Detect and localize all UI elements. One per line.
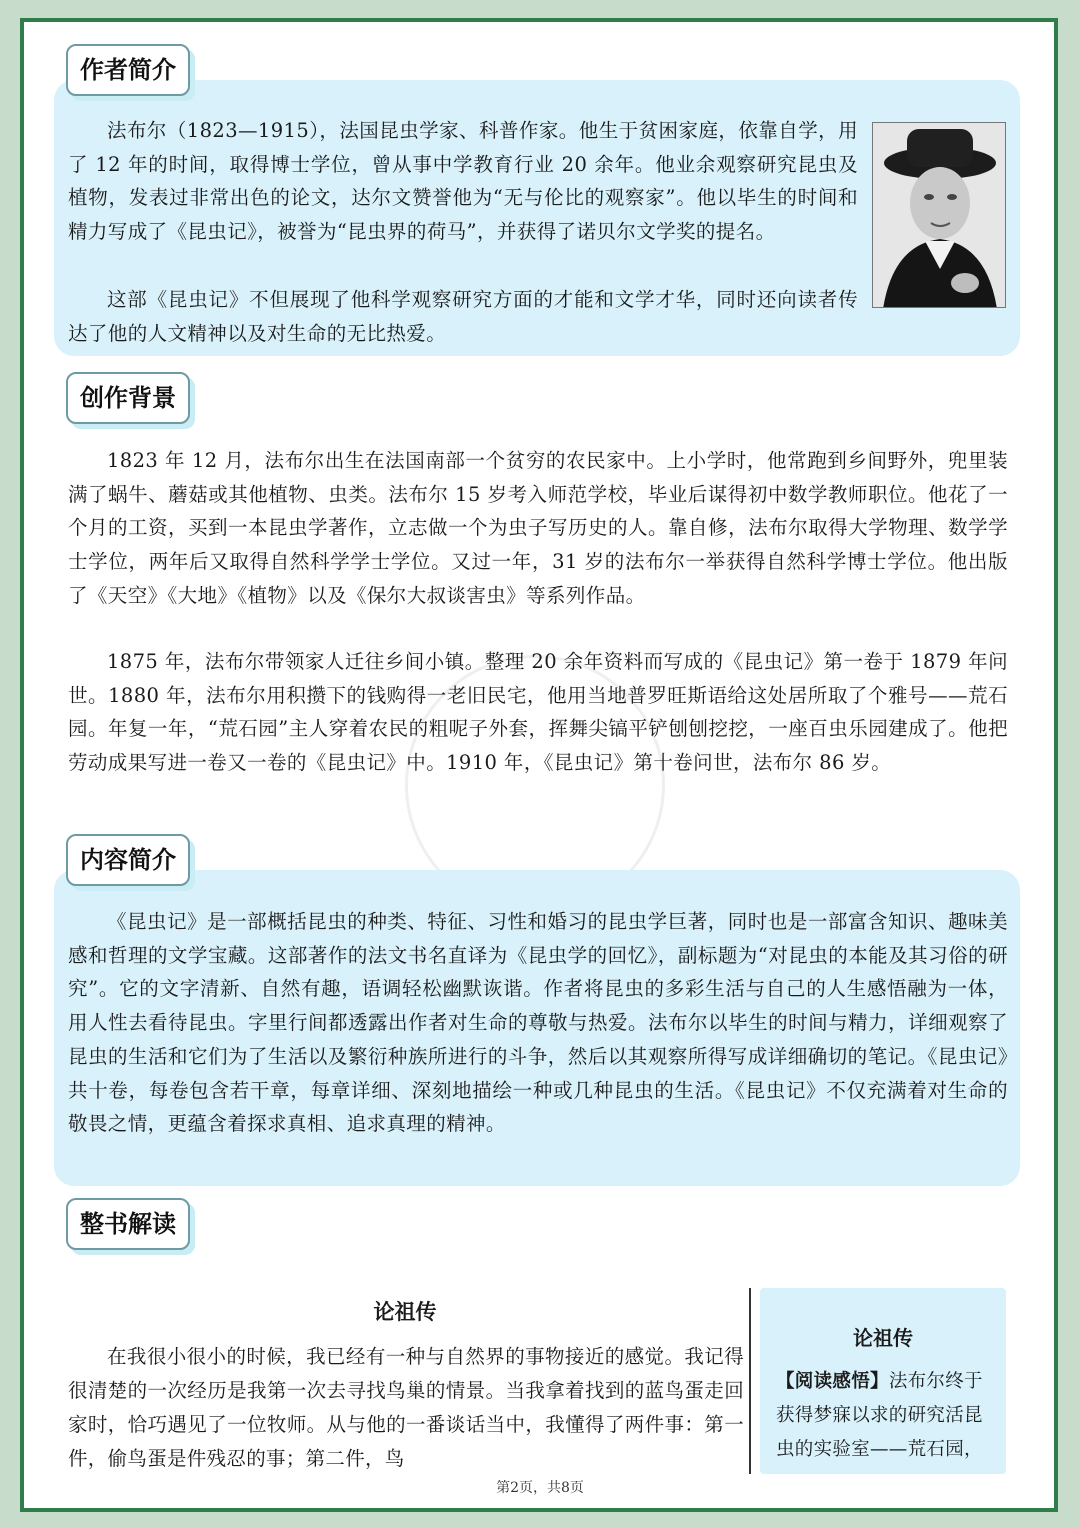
author-portrait (872, 122, 1006, 308)
reading-heading: 整书解读 (66, 1198, 190, 1250)
side-note-text (776, 1365, 998, 1467)
background-paragraph-1: 1823 年 12 月，法布尔出生在法国南部一个贫穷的农民家中。上小学时，他常跑到乡间野外，兜里装满了蜗牛、蘑菇或其他植物、虫类。法布尔 15 岁考入师范学校，毕业后谋得初中数学教师职位。他花了一个月的工资，买到一本昆虫学著作，立志做一个为虫子写历史的人。靠自修，法布尔取得大学物理、数学学士学位，两年后又取得自然科学学士学位。又过一年，31 岁的法布尔一举获得自然科学博士学位。他出版了《天空》《大地》《植物》以及《保尔大叔谈害虫》等系列作品。 (68, 449, 1008, 607)
essay-text: 在我很小很小的时候，我已经有一种与自然界的事物接近的感觉。我记得很清楚的一次经历是我第一次去寻找鸟巢的情景。当我拿着找到的蓝鸟蛋走回家时，恰巧遇见了一位牧师。从与他的一番谈话当中，我懂得了两件事：第一件，偷鸟蛋是件残忍的事；第二件，鸟 (68, 1345, 744, 1470)
column-divider (749, 1288, 751, 1474)
page-footer: 第2页，共8页 (496, 1480, 584, 1496)
essay-title: 论祖传 (373, 1300, 437, 1324)
background-paragraph-2: 1875 年，法布尔带领家人迁往乡间小镇。整理 20 余年资料而写成的《昆虫记》第一卷于 1879 年问世。1880 年，法布尔用积攒下的钱购得一老旧民宅，他用当地普罗旺斯语给这处居所取了个雅号——荒石园。年复一年，“荒石园”主人穿着农民的粗呢子外套，挥舞尖镐平铲刨刨挖挖，一座百虫乐园建成了。他把劳动成果写进一卷又一卷的《昆虫记》中。1910 年，《昆虫记》第十卷问世，法布尔 86 岁。 (68, 650, 1008, 775)
author-heading: 作者简介 (66, 44, 190, 96)
author-paragraph-2: 这部《昆虫记》不但展现了他科学观察研究方面的才能和文学才华，同时还向读者传达了他的人文精神以及对生命的无比热爱。 (68, 288, 858, 345)
summary-paragraph: 《昆虫记》是一部概括昆虫的种类、特征、习性和婚习的昆虫学巨著，同时也是一部富含知识、趣味美感和哲理的文学宝藏。这部著作的法文书名直译为《昆虫学的回忆》，副标题为“对昆虫的本能及其习俗的研究”。它的文字清新、自然有趣，语调轻松幽默诙谐。作者将昆虫的多彩生活与自己的人生感悟融为一体，用人性去看待昆虫。字里行间都透露出作者对生命的尊敬与热爱。法布尔以毕生的时间与精力，详细观察了昆虫的生活和它们为了生活以及繁衍种族所进行的斗争，然后以其观察所得写成详细确切的笔记。《昆虫记》共十卷，每卷包含若干章，每章详细、深刻地描绘一种或几种昆虫的生活。《昆虫记》不仅充满着对生命的敬畏之情，更蕴含着探求真相、追求真理的精神。 (68, 910, 1008, 1136)
side-note-label: 【阅读感悟】 (776, 1371, 889, 1392)
background-heading: 创作背景 (66, 372, 190, 424)
side-note-body: 法布尔终于获得梦寐以求的研究活昆虫的实验室——荒石园， (776, 1371, 983, 1460)
summary-heading: 内容简介 (66, 834, 190, 886)
side-note-title: 论祖传 (853, 1326, 913, 1350)
author-paragraph-1: 法布尔（1823—1915），法国昆虫学家、科普作家。他生于贫困家庭，依靠自学，用了 12 年的时间，取得博士学位，曾从事中学教育行业 20 余年。他业余观察研究昆虫及植物，发表过非常出色的论文，达尔文赞誉他为“无与伦比的观察家”。他以毕生的时间和精力写成了《昆虫记》，被誉为“昆虫界的荷马”，并获得了诺贝尔文学奖的提名。 (68, 119, 858, 244)
